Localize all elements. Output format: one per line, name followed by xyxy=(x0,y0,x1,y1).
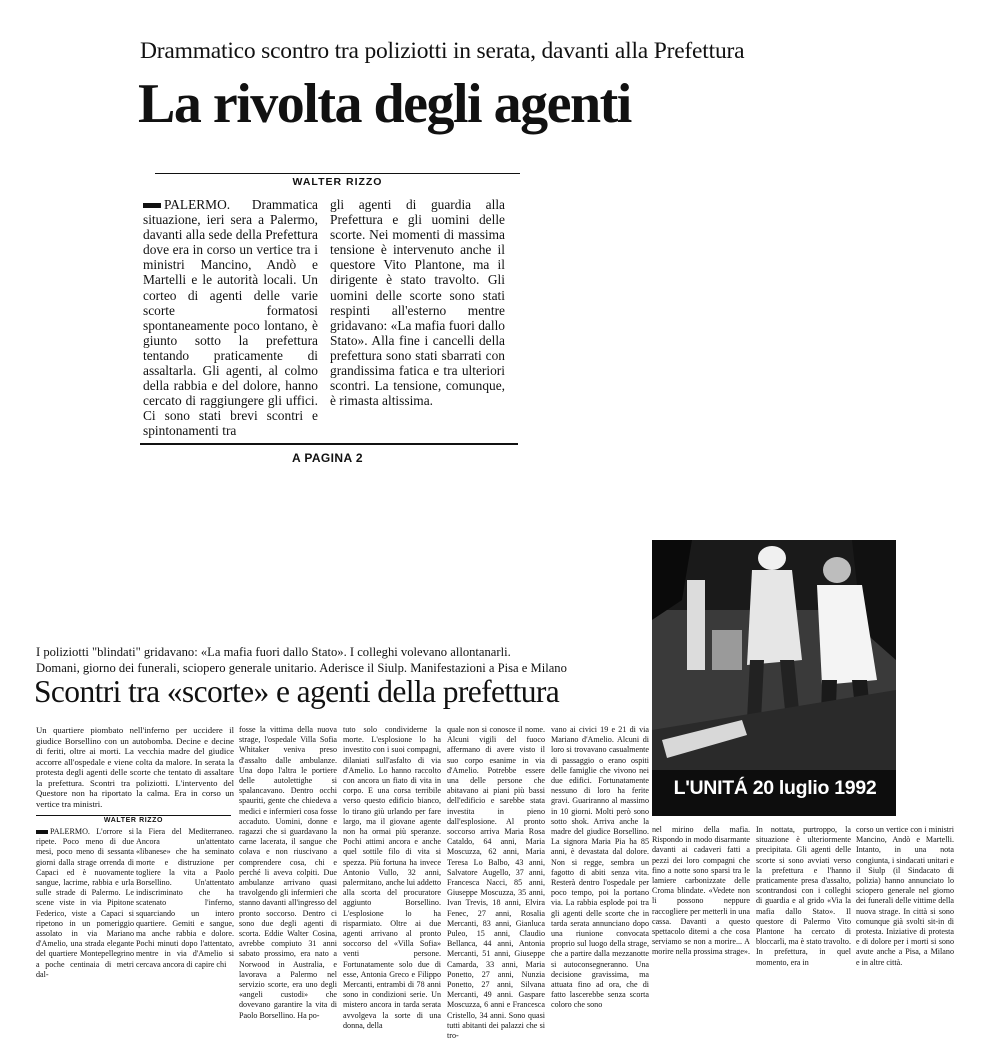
top-dateline: PALERMO. xyxy=(164,197,231,212)
top-byline: WALTER RIZZO xyxy=(292,176,383,188)
top-article-bottom-rule xyxy=(140,443,518,445)
lower-column-7: nel mirino della mafia. Rispondo in modo disarmante davanti ai cadaveri fatti a pezzi dei loro compagni che fino a notte sono sparsi tra le lamiere carbonizzate delle Croma blindate. «Vedete non li possono neppure raccogliere per metterli in una cassa. Davanti a questo spettacolo ditemi a che cosa serviamo se non a morire... A morire nella prossima strage». xyxy=(652,825,750,957)
lower-column-8: In nottata, purtroppo, la situazione è ulteriormente precipitata. Gli agenti delle scorte si sono avviati verso la prefettura e l'hanno praticamente presa d'assalto, scontrandosi con i colleghi di guardia e al grido «Via la mafia dallo Stato». Il questore di Palermo Vito Plantone ha cercato di bloccarli, ma è stato travolto. In prefettura, in quel momento, era in xyxy=(756,825,851,967)
photo-scene xyxy=(652,540,896,816)
lower-intro: Un quartiere piombato nell'inferno per uccidere il giudice Borsellino con un autobomba. Decine e decine di feriti, oltre ai morti. La vecchia madre del giudice accorre all'ospedale e viene colta da malore. In serata la protesta degli agenti delle scorte che tentato di assaltare la prefettura. Scontri tra poliziotti. L'intervento del Questore non ha riportato la calma. Era in corso un vertice tra ministri. xyxy=(36,725,234,809)
lower-column-1-text: L'orrore si ripete. Poco meno di due mesi, poco meno di sessanta giorni dalla strage orrenda di Capaci ed è nuovamente sangue, lacrime, rabbia e urla sulle strade di Palermo. Le scene viste in via Pipitone Federico, viste a Capaci si ripetono in un pomeriggio assolato in via Mariano d'Amelio, una strada elegante del quartiere Montepellegrino a poche centinaia di metri dal- xyxy=(36,827,134,979)
lower-column-1 xyxy=(36,827,134,979)
top-article-column-2 xyxy=(330,197,505,440)
dateline-marker xyxy=(36,830,48,834)
lower-column-6: vano ai civici 19 e 21 di via Mariano d'Amelio. Alcuni di loro si trovavano casualmente di passaggio o erano ospiti delle famiglie che vivono nei due edifici. Fortunatamente nessuno di loro ha ferite gravi. Guariranno al massimo in 10 giorni. Molti però sono sotto shok. Arriva anche la madre del giudice Borsellino. La signora Maria Pia ha 85 anni, è devastata dal dolore. Non si regge, sembra un fagotto di abiti senza vita. Resterà dentro l'ospedale per poco tempo, poi la portano via. La rabbia esplode poi tra gli agenti delle scorte che in tarda serata annunciano dopo una riunione convocata proprio sul luogo della strage, che a partire dalla mezzanotte si autoconsegneranno. Una decisione gravissima, ma attuata fino ad ora, che di fatto lascerebbe senza scorta coloro che sono xyxy=(551,725,649,1010)
lower-column-4: tuto solo condividerne la morte. L'esplosione lo ha investito con i suoi compagni, dilaniati sull'asfalto di via d'Amelio. Lo hanno raccolto con ancora un fiato di vita in corpo. E una corsa terribile verso questo edificio bianco, lo tirano giù urlando per fare largo, ma il giovane agente non ha ormai più speranze. Pochi attimi ancora e anche quel sottile filo di vita si spezza. Più fortuna ha invece Antonio Vullo, 32 anni, palermitano, anche lui addetto alla scorta del procuratore aggiunto Borsellino. L'esplosione lo ha risparmiato. Oltre ai due agenti arrivano al pronto soccorso del «Villa Sofia» venti persone. Fortunatamente solo due di esse, Antonia Greco e Filippo Mercanti, entrambi di 78 anni sono in condizioni serie. Un mistero ancora in tarda serata avvolgeva la sorte di una donna, della xyxy=(343,725,441,1030)
lower-column-3: fosse la vittima della nuova strage, l'ospedale Villa Sofia Whitaker veniva preso d'assalto dalle ambulanze. Una dopo l'altra le portiere delle autolettighe si spalancavano. Dentro occhi spauriti, gente che chiedeva a medici e infermieri cosa fosse accaduto. Uomini, donne e ragazzi che si guardavano la carne lacerata, il sangue che colava e non riuscivano a comprendere cosa, chi e perché li aveva colpiti. Due ambulanze arrivano quasi travolgendo gli infermieri che stanno davanti all'ingresso del pronto soccorso. Dentro ci sono due degli agenti di scorta. Eddie Walter Cosina, avrebbe compiuto 31 anni sabato prossimo, era nato a Norwood in Australia, e lavorava a Palermo nel servizio scorte, era uno degli «angeli custodi» che dovevano garantire la vita di Paolo Borsellino. Ha po- xyxy=(239,725,337,1020)
lower-kicker xyxy=(36,645,646,676)
photo-caption: L'UNITÁ 20 luglio 1992 xyxy=(673,777,877,799)
lower-kicker-line-2: Domani, giorno dei funerali, sciopero generale unitario. Aderisce il Siulp. Manifestazioni a Pisa e Milano xyxy=(36,660,567,675)
news-photo xyxy=(652,540,896,816)
lower-kicker-line-1: I poliziotti "blindati" gridavano: «La mafia fuori dallo Stato». I colleghi volevano allontanarli. xyxy=(36,645,511,659)
top-article-column-1 xyxy=(143,197,318,440)
dateline-marker xyxy=(143,203,161,208)
top-kicker: Drammatico scontro tra poliziotti in serata, davanti alla Prefettura xyxy=(140,38,745,64)
top-column-2-text: gli agenti di guardia alla Prefettura e gli uomini delle scorte. Nei momenti di massima tensione è intervenuto anche il questore Vito Plantone, ma il dirigente è stato travolto. Gli uomini delle scorte sono stati respinti all'esterno mentre gridavano: «La mafia fuori dallo Stato». Alla fine i cancelli della prefettura sono stati sbarrati con grandissima fatica e tra ulteriori scontri. La tensione, comunque, è rimasta altissima. xyxy=(330,197,505,409)
lower-column-2: la Fiera del Mediterraneo. Ancora un'attentato «libanese» che ha seminato morte e distruzione per togliere la vita a Paolo Borsellino. Un'attentato indiscriminato che ha scatenato l'inferno, squarciando un intero quartiere. Gemiti e sangue, ma anche rabbia e dolore. Pochi minuti dopo l'attentato, mentre in via d'Amelio si cercava ancora di capire chi xyxy=(136,827,234,969)
top-column-1-text: Drammatica situazione, ieri sera a Palermo, davanti alla sede della Prefettura dove era in corso un vertice tra i ministri Mancino, Andò e Martelli e le autorità locali. Un corteo di agenti delle varie scorte formatosi spontaneamente poco lontano, è giunto sotto la prefettura tentando praticamente di assaltarla. Gli agenti, al colmo della rabbia e del dolore, hanno cercato di raggiungere gli uffici. Ci sono stati brevi scontri e spintonamenti tra xyxy=(143,197,318,439)
lower-headline: Scontri tra «scorte» e agenti della prefettura xyxy=(34,674,560,709)
continued-on-page: A PAGINA 2 xyxy=(292,451,363,465)
lower-byline-rule xyxy=(36,815,231,816)
lower-dateline: PALERMO. xyxy=(50,827,90,836)
lower-column-5: quale non si conosce il nome. Alcuni vigili del fuoco affermano di avere visto il suo corpo esanime in via d'Amelio. Potrebbe essere una delle persone che abitavano ai piani più bassi dell'edificio e sarebbe stata investita in pieno dall'esplosione. Al pronto soccorso arriva Maria Rosa Cataldo, 64 anni, Maria Moscuzza, 62 anni, Maria Teresa Lo Balbo, 43 anni, Salvatore Augello, 37 anni, Francesca Nacci, 85 anni, Giuseppe Moscuzza, 35 anni, Ivan Trevis, 18 anni, Elvira Fenec, 27 anni, Rosalia Mercanti, 83 anni, Gianluca Puleo, 15 anni, Claudio Bellanca, 44 anni, Antonia Mercanti, 51 anni, Giuseppe Camarda, 33 anni, Maria Ponetto, 27 anni, Nunzia Ponetto, 27 anni, Silvana Mercanti, 49 anni. Gaspare Moscuzza, 6 anni e Francesca Cristello, 34 anni. Sono quasi tutti abitanti dei palazzi che si tro- xyxy=(447,725,545,1041)
top-headline: La rivolta degli agenti xyxy=(138,73,631,135)
lower-column-9: corso un vertice con i ministri Mancino, Andò e Martelli. Intanto, in una nota congiunta, i sindacati unitari e il Siulp (il Sindacato di polizia) hanno annunciato lo sciopero generale nel giorno dei funerali delle vittime della nuova strage. In città si sono comunque già svolti sit-in di protesta. Iniziative di protesta e di dolore per i morti si sono avute anche a Pisa, a Milano e in altre città. xyxy=(856,825,954,967)
byline-rule xyxy=(155,173,520,174)
lower-byline: WALTER RIZZO xyxy=(103,817,164,824)
